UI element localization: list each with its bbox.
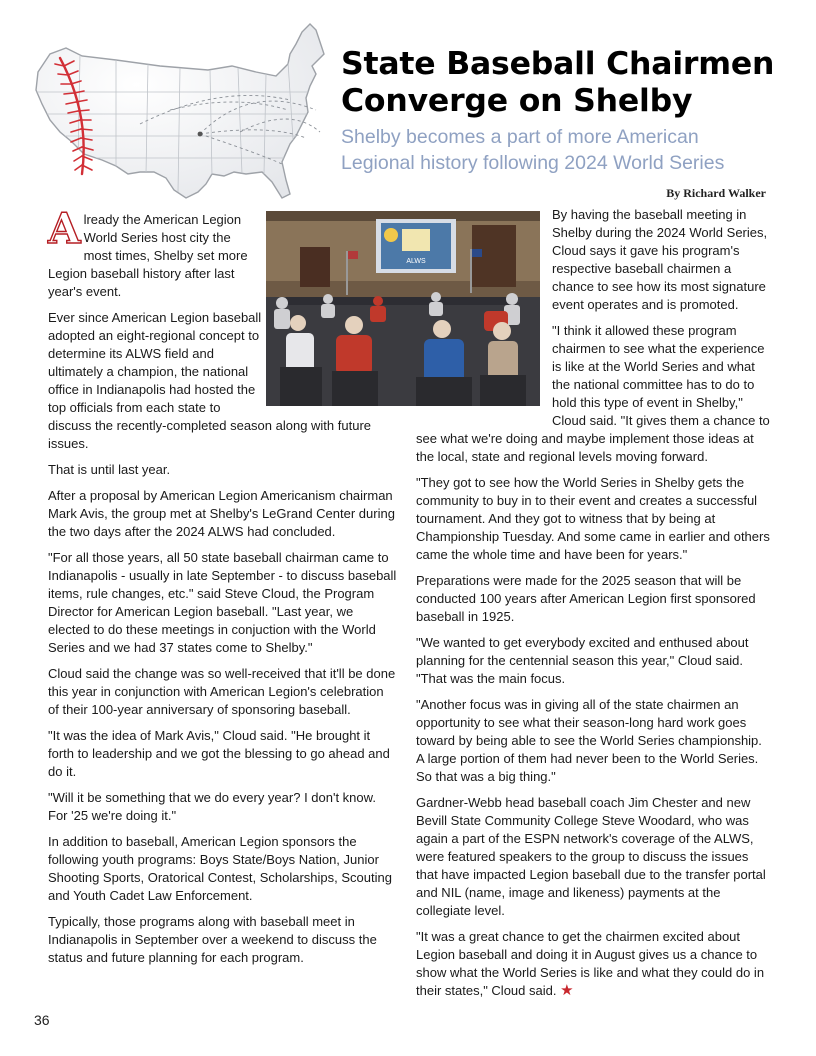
slide-text: ALWS <box>406 258 426 265</box>
subheadline <box>341 124 781 176</box>
paragraph: In addition to baseball, American Legion sponsors the following youth programs: Boys State/Boys Nation, Junior Shooting Sports, Oratorical Contest, Scholarships, Scouting and Youth Cadet Law Enforcement. <box>48 834 392 903</box>
paragraph: Gardner-Webb head baseball coach Jim Chester and new Bevill State Community College Steve Woodard, who was again a part of the ESPN network's coverage of the ALWS, were featured speakers to the group to discuss the issues that have impacted Legion baseball due to the transfer portal and NIL (name, image and likeness) payments at the collegiate level. <box>416 795 766 918</box>
headline-line-2: Converge on Shelby <box>341 83 693 119</box>
paragraph: Typically, those programs along with baseball meet in Indianapolis in September over a weekend to discuss the status and future planning for each program. <box>48 914 377 965</box>
paragraph: "I think it allowed these program chairmen to see what the experience is like at the World Series and what the national committee has to do to hold this type of event in Shelby," Cloud said. "It gives them a chance to see what we're doing and maybe implement those ideas at the local, state and regional levels moving forward. <box>416 323 770 464</box>
star-end-icon: ★ <box>560 982 574 999</box>
drop-cap: A <box>48 204 81 253</box>
headline <box>341 46 791 120</box>
paragraph: "For all those years, all 50 state baseball chairman came to Indianapolis - usually in late September - to discuss baseball items, rule changes, etc." said Steve Cloud, the Program Director for American Legion baseball. "Last year, we elected to do these meetings in conjuction with the World Series and we had 37 states come to Shelby." <box>48 550 397 655</box>
paragraph: Preparations were made for the 2025 season that will be conducted 100 years after American Legion first sponsored baseball in 1925. <box>416 573 756 624</box>
paragraph: Cloud said the change was so well-received that it'll be done this year in conjunction with American Legion's celebration of their 100-year anniversary of sponsoring baseball. <box>48 666 396 717</box>
paragraph: Ever since American Legion baseball adopted an eight-regional concept to determine its ALWS field and ultimately a champion, the national office in Indianapolis had hosted the top officials from each state to discuss the recently-completed season along with future issues. <box>48 310 372 451</box>
paragraph: "It was the idea of Mark Avis," Cloud said. "He brought it forth to leadership and we got the blessing to go ahead and do it. <box>48 728 390 779</box>
photo-wrap-spacer-left <box>266 211 398 409</box>
paragraph: "We wanted to get everybody excited and enthused about planning for the centennial season this year," Cloud said. "That was the main focus. <box>416 635 749 686</box>
paragraph-text: "It was a great chance to get the chairmen excited about Legion baseball and doing it in August gives us a chance to show what the World Series is like and what they could do in their states," Cloud said. <box>416 929 765 998</box>
paragraph: "Another focus was in giving all of the state chairmen an opportunity to see what their season-long hard work goes toward by being able to see the World Series championship. A large portion of them had never been to the World Series. So that was a big thing." <box>416 697 762 784</box>
paragraph: That is until last year. <box>48 462 171 477</box>
headline-line-1: State Baseball Chairmen <box>341 46 775 82</box>
paragraph: "Will it be something that we do every year? I don't know. For '25 we're doing it." <box>48 790 376 823</box>
paragraph: By having the baseball meeting in Shelby during the 2024 World Series, Cloud says it gave his program's respective baseball chairmen a chance to see how its most signature event operates and is promoted. <box>552 207 768 312</box>
paragraph: "They got to see how the World Series in Shelby gets the community to buy in to their event and creates a successful tournament. And they got to witness that by being at Championship Tuesday. And some came in earlier and others came the whole time and have been for years." <box>416 475 770 562</box>
article-column-left <box>48 204 398 975</box>
paragraph: After a proposal by American Legion Americanism chairman Mark Avis, the group met at Shelby's LeGrand Center during the two days after the 2024 ALWS had concluded. <box>48 488 395 539</box>
paragraph-text: lready the American Legion World Series host city the most times, Shelby set more Legion baseball history after last year's event. <box>48 212 248 299</box>
us-map-baseball-graphic <box>20 14 338 214</box>
byline: By Richard Walker <box>666 186 766 200</box>
page-number: 36 <box>34 1012 50 1028</box>
subheadline-line-2: Legional history following 2024 World Series <box>341 152 725 174</box>
paragraph <box>416 928 772 1000</box>
photo-wrap-spacer-right <box>416 206 548 420</box>
article-column-right <box>416 206 772 1008</box>
subheadline-line-1: Shelby becomes a part of more American <box>341 126 699 148</box>
